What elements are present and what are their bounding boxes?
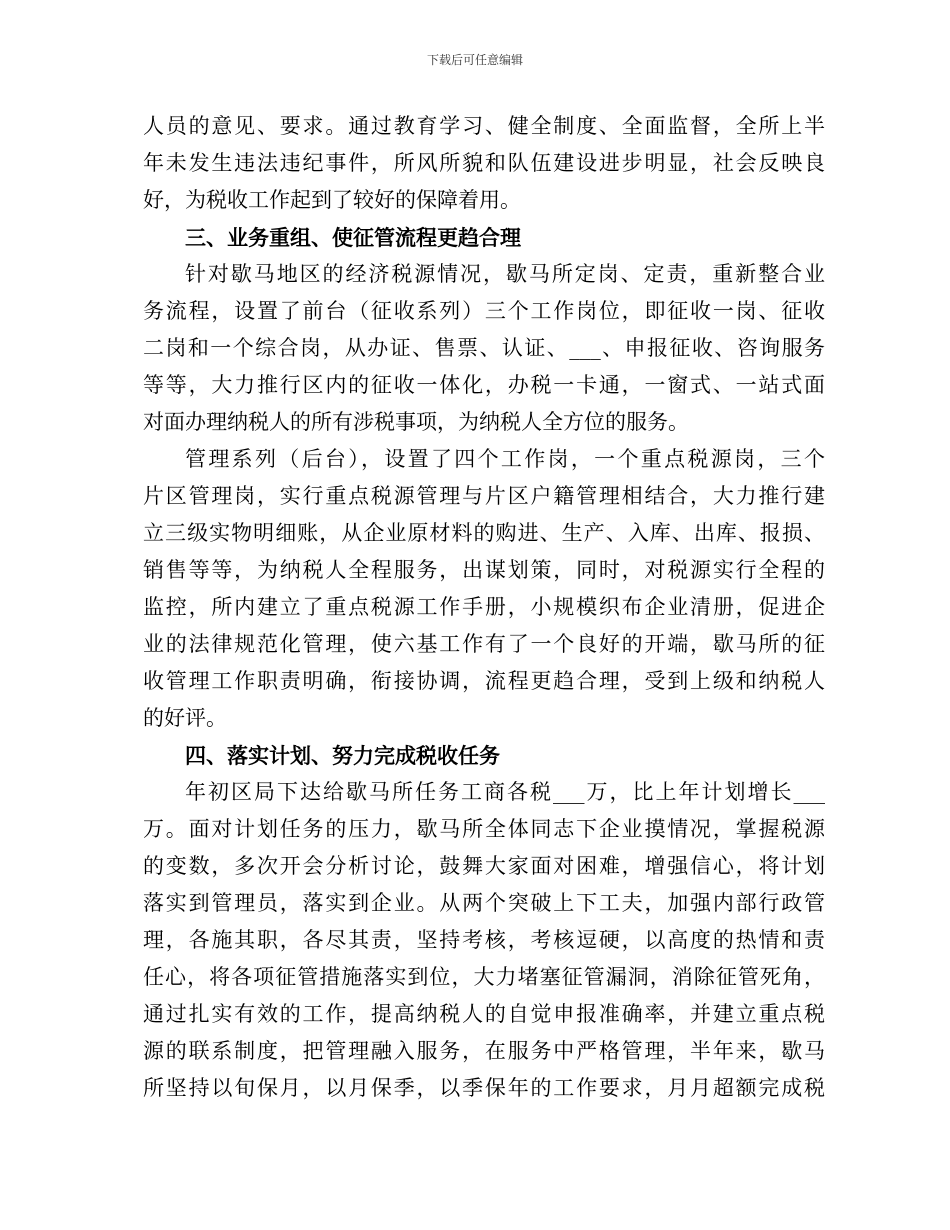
text-line: 年初区局下达给歇马所任务工商各税___万，比上年计划增长___: [185, 780, 825, 804]
text-line: 管理系列（后台），设置了四个工作岗，一个重点税源岗，三个: [185, 447, 825, 471]
text-line: 二岗和一个综合岗，从办证、售票、认证、___、申报征收、咨询服务: [143, 336, 825, 360]
text-line: 的变数，多次开会分析讨论，鼓舞大家面对困难，增强信心，将计划: [143, 854, 825, 878]
text-line: 立三级实物明细账，从企业原材料的购进、生产、入库、出库、报损、: [143, 521, 825, 545]
text-line: 通过扎实有效的工作，提高纳税人的自觉申报准确率，并建立重点税: [143, 1002, 825, 1026]
page-header: 下载后可任意编辑: [426, 53, 523, 67]
text-line: 理，各施其职，各尽其责，坚持考核，考核逗硬，以高度的热情和责: [143, 928, 825, 952]
text-line: 监控，所内建立了重点税源工作手册，小规模织布企业清册，促进企: [143, 595, 825, 619]
text-line: 业的法律规范化管理，使六基工作有了一个良好的开端，歇马所的征: [143, 632, 825, 656]
section-heading: 四、落实计划、努力完成税收任务: [185, 743, 500, 768]
text-line: 所坚持以旬保月，以月保季，以季保年的工作要求，月月超额完成税: [143, 1076, 825, 1100]
text-line: 落实到管理员，落实到企业。从两个突破上下工夫，加强内部行政管: [143, 891, 825, 915]
text-line: 源的联系制度，把管理融入服务，在服务中严格管理，半年来，歇马: [143, 1039, 825, 1063]
text-line: 针对歇马地区的经济税源情况，歇马所定岗、定责，重新整合业: [185, 262, 825, 286]
text-line: 对面办理纳税人的所有涉税事项，为纳税人全方位的服务。: [143, 410, 689, 434]
text-line: 万。面对计划任务的压力，歇马所全体同志下企业摸情况，掌握税源: [143, 817, 825, 841]
text-line: 收管理工作职责明确，衔接协调，流程更趋合理，受到上级和纳税人: [143, 669, 825, 693]
text-line: 年未发生违法违纪事件，所风所貌和队伍建设进步明显，社会反映良: [143, 151, 825, 175]
text-line: 的好评。: [143, 706, 227, 730]
text-line: 任心，将各项征管措施落实到位，大力堵塞征管漏洞，消除征管死角，: [143, 965, 825, 989]
document-body: [143, 108, 825, 1107]
text-line: 人员的意见、要求。通过教育学习、健全制度、全面监督，全所上半: [143, 114, 825, 138]
text-line: 等等，大力推行区内的征收一体化，办税一卡通，一窗式、一站式面: [143, 373, 825, 397]
text-line: 好，为税收工作起到了较好的保障着用。: [143, 188, 521, 212]
section-heading: 三、业务重组、使征管流程更趋合理: [185, 225, 521, 250]
text-line: 务流程，设置了前台（征收系列）三个工作岗位，即征收一岗、征收: [143, 299, 825, 323]
text-line: 销售等等，为纳税人全程服务，出谋划策，同时，对税源实行全程的: [143, 558, 825, 582]
text-line: 片区管理岗，实行重点税源管理与片区户籍管理相结合，大力推行建: [143, 484, 825, 508]
